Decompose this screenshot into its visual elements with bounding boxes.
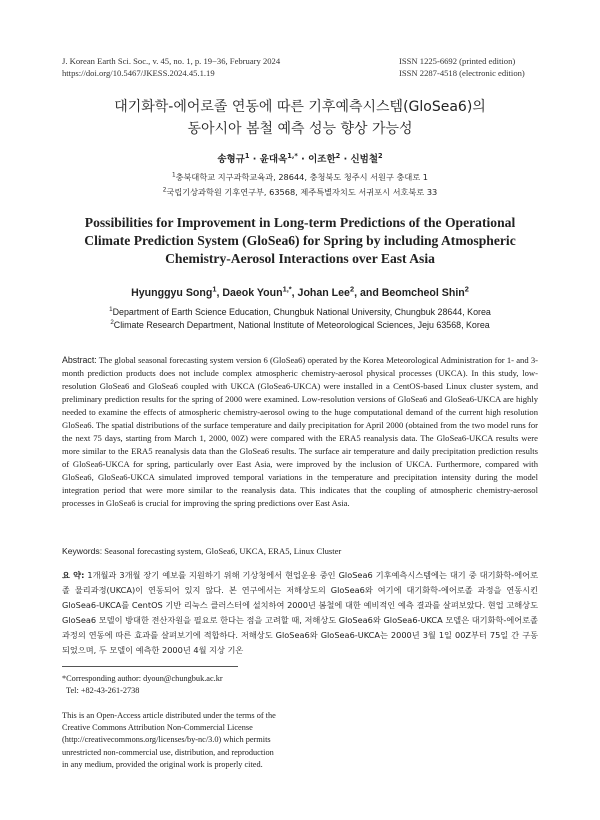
author-name: 송형규 (217, 154, 245, 165)
author-name: 이조한 (308, 154, 336, 165)
author-name: 윤대옥 (259, 154, 288, 165)
author-name: Johan Lee (297, 287, 350, 299)
abstract (62, 354, 538, 510)
english-authors: Hyunggyu Song$^1$, Daeok Youn$^{1,*}$, Johan Lee$^2$, and Beomcheol Shin$^2$ (131, 284, 469, 299)
affiliation: $^2$국립기상과학원 기후연구부, 63568, 제주특별자치도 서귀포시 서호북로 33 (162, 186, 438, 197)
issn-electronic: ISSN 2287-4518 (electronic edition) (399, 67, 525, 78)
keywords-text: Seasonal forecasting system, GloSea6, UKCA, ERA5, Linux Cluster (104, 546, 342, 556)
english-title: Possibilities for Improvement in Long-term Predictions of the Operational Climate Prediction System (GloSea6) for Spring by including Atmospheric Chemistry-Aerosol Interactions over East Asia (84, 215, 516, 266)
keywords-label: Keywords: (62, 546, 103, 556)
affiliation: $^1$Department of Earth Science Education, Chungbuk National University, Chungbuk 28644, Korea (109, 306, 491, 317)
author-name: Daeok Youn (222, 287, 283, 299)
affiliation: $^2$Climate Research Department, National Institute of Meteorological Sciences, Jeju 63568, Korea (110, 319, 490, 330)
korean-abstract (62, 568, 538, 657)
author-name: 신범철 (350, 154, 379, 165)
korean-affiliations (62, 170, 538, 199)
korean-title: 대기화학-에어로졸 연동에 따른 기후예측시스템(GloSea6)의 동아시아 봄철 예측 성능 향상 가능성 (114, 99, 486, 137)
author-name: Hyunggyu Song (131, 287, 213, 299)
affiliation: $^1$충북대학교 지구과학교육과, 28644, 충청북도 청주시 서원구 충대로 1 (171, 172, 429, 182)
journal-citation: J. Korean Earth Sci. Soc., v. 45, no. 1, p. 19−36, February 2024 (62, 56, 281, 66)
corresponding-tel: Tel: +82-43-261-2738 (66, 686, 140, 695)
doi-link[interactable]: https://doi.org/10.5467/JKESS.2024.45.1.19 (62, 67, 215, 78)
abstract-text: The global seasonal forecasting system version 6 (GloSea6) operated by the Korea Meteorological Administration for 1- and 3-month prediction products does not include complex atmospheric chemistry-aerosol physical processes (UKCA). In this study, low-resolution GloSea6 and GloSea6 coupled with UKCA (GloSea6-UKCA) were installed in a CentOS-based Linux cluster system, and preliminary prediction results for the spring of 2000 were examined. Low-resolution versions of GloSea6 and GloSea6-UKCA are highly needed to examine the effects of atmospheric chemistry-aerosol owing to the huge computational demand of the current high resolution GloSea6. The spatial distributions of the surface temperature and daily precipitation for April 2000 (obtained from the two model runs for the next 75 days, starting from March 1, 2000, 00Z) were compared with the ERA5 reanalysis data. The GloSea6-UKCA results were more similar to the ERA5 reanalysis data than the GloSea6 results. The surface air temperature and daily precipitation prediction results of GloSea6-UKCA for spring, particularly over East Asia, were improved by the inclusion of UKCA. Furthermore, compared with GloSea6, GloSea6-UKCA simulated improved temporal variations in the temperature and precipitation intensity during the model integration period that were more similar to the reanalysis data. This indicates that the coupling of atmospheric chemistry-aerosol processes in GloSea6 is crucial for improving the spring predictions over East Asia. (62, 355, 538, 508)
korean-abstract-text: 1개월과 3개월 장기 예보를 지원하기 위해 기상청에서 현업운용 중인 GloSea6 기후예측시스템에는 대기 중 대기화학-에어로졸 물리과정(UKCA)이 연동되어 있지 않다. 본 연구에서는 저해상도의 GloSea6와 여기에 대기화학-에어로졸 과정을 연동시킨 GloSea6-UKCA를 CentOS 기반 리눅스 클러스터에 설치하여 2000년 봄철에 대한 예비적인 예측 결과를 살펴보았다. 현업 고해상도 GloSea6 모델이 방대한 전산자원을 필요로 한다는 점을 고려할 때, 저해상도 GloSea6와 GloSea6-UKCA 모델은 대기화학-에어로졸 과정의 연동에 따른 효과를 살펴보기에 적합하다. 저해상도 GloSea6와 GloSea6-UKCA는 2000년 3월 1일 00Z부터 75일 간 구동되었으며, 두 모델이 예측한 2000년 4월 지상 기온 (62, 570, 538, 655)
issn-print: ISSN 1225-6692 (printed edition) (399, 56, 516, 66)
abstract-label: Abstract: (62, 355, 97, 365)
english-affiliations (62, 306, 538, 332)
corresponding-author: *Corresponding author: dyoun@chungbuk.ac.kr (62, 674, 223, 683)
correspondence (62, 673, 223, 697)
footnote-divider (62, 666, 238, 667)
korean-authors: 송형규$^1$ · 윤대옥$^{1,*}$ · 이조한$^2$ · 신범철$^2$ (217, 151, 383, 165)
license-notice: This is an Open-Access article distributed under the terms of the Creative Commons Attribution Non-Commercial License (http://creativecommons.org/licenses/by-nc/3.0) which permits unrestricted non-commercial use, distribution, and reproduction in any medium, provided the original work is properly cited. (62, 711, 276, 769)
korean-abstract-label: 요 약: (62, 570, 85, 580)
keywords (62, 545, 538, 557)
author-name: Beomcheol Shin (381, 287, 465, 299)
